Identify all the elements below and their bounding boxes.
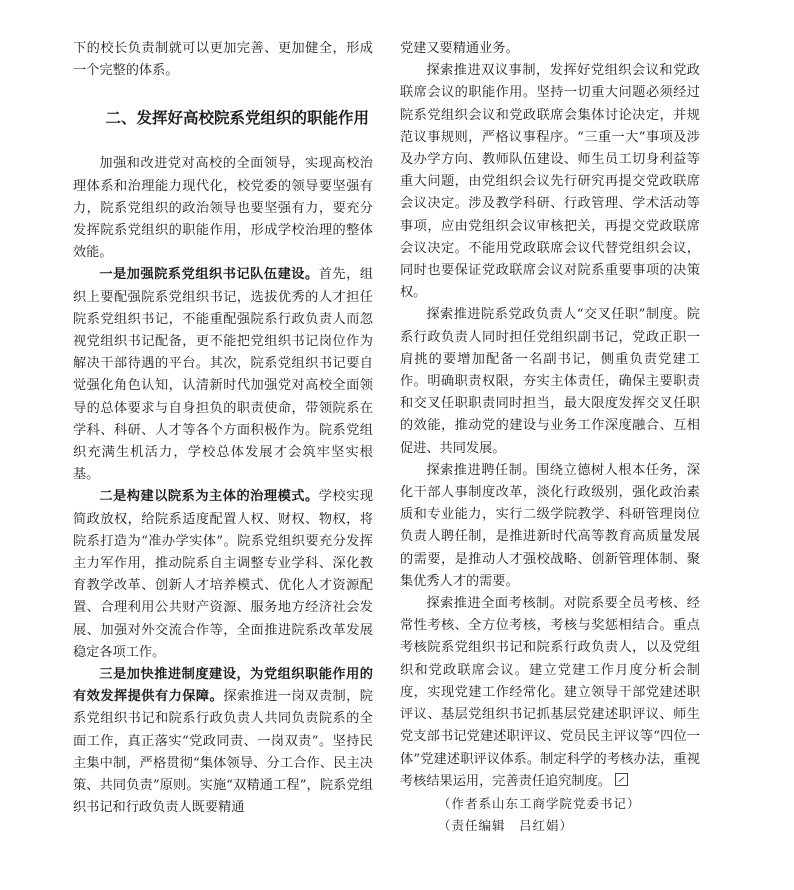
- point2-paragraph: [73, 486, 373, 664]
- author-note: （作者系山东工商学院党委书记）: [438, 795, 641, 811]
- dual-deliberation-paragraph: 探索推进双议事制，发挥好党组织会议和党政联席会议的职能作用。坚持一切重大问题必须经过院系党组织会议和党政联席会集体讨论决定，并规范议事规则，严格议事程序。“三重一大”事项及涉及办学方向、教师队伍建设、师生员工切身利益等重大问题，由党组织会议先行研究再提交党政联席会议决定。涉及教学科研、行政管理、学术活动等事项，应由党组织会议审核把关，再提交党政联席会议决定。不能用党政联席会议代替党组织会议，同时也要保证党政联席会议对院系重要事项的决策权。: [400, 63, 700, 301]
- carry-over-text-right: 党建又要精通业务。: [400, 41, 519, 56]
- point1-paragraph: [73, 264, 373, 486]
- appointment-system-paragraph: 探索推进聘任制。围绕立德树人根本任务，深化干部人事制度改革，淡化行政级别，强化政治素质和专业能力，实行二级学院教学、科研管理岗位负责人聘任制，是推进新时代高等教育高质量发展的需要，是推动人才强校战略、创新管理体制、聚集优秀人才的需要。: [400, 462, 700, 589]
- point1-lead: 一是加强院系党组织书记队伍建设。: [99, 267, 319, 283]
- article-end-icon: [615, 773, 628, 786]
- section-heading: 二、发挥好高校院系党组织的职能作用: [105, 109, 370, 128]
- point3-paragraph: [73, 664, 373, 819]
- point3-lead: 三是加快推进制度建设，为党组织职能作用的有效发挥提供有力保障。: [73, 667, 373, 705]
- left-column: [73, 0, 373, 820]
- right-column: [400, 0, 700, 837]
- intro-paragraph: 加强和改进党对高校的全面领导，实现高校治理体系和治理能力现代化，校党委的领导要坚强有力，院系党组织的政治领导也要坚强有力，要充分发挥院系党组织的职能作用，形成学校治理的整体效能。: [73, 156, 373, 261]
- point1-body: 首先，组织上要配强院系党组织书记，选拔优秀的人才担任院系党组织书记，不能重配强院系行政负责人而忽视党组织书记配备，更不能把党组织书记岗位作为解决干部待遇的平台。其次，院系党组织书记要自觉强化角色认知，认清新时代加强党对高校全面领导的总体要求与自身担负的职责使命，带领院系在学科、科研、人才等各个方面积极作为。院系党组织充满生机活力，学校总体发展才会筑牢坚实根基。: [73, 267, 374, 483]
- editor-note: （责任编辑 吕红娟）: [438, 817, 574, 833]
- point2-body: 学校实现简政放权，给院系适度配置人权、财权、物权，将院系打造为“准办学实体”。院系党组织要充分发挥主力军作用，推动院系自主调整专业学科、深化教育教学改革、创新人才培养模式、优化人才资源配置、合理利用公共财产资源、服务地方经济社会发展、加强对外交流合作等，全面推进院系改革发展稳定各项工作。: [73, 489, 374, 660]
- cross-appointment-paragraph: 探索推进院系党政负责人“交叉任职”制度。院系行政负责人同时担任党组织副书记，党政正职一肩挑的要增加配备一名副书记，侧重负责党建工作。明确职责权限，夯实主体责任，确保主要职责和交叉任职职责同时担当，最大限度发挥交叉任职的效能，推动党的建设与业务工作深度融合、互相促进、共同发展。: [400, 307, 700, 456]
- point2-lead: 二是构建以院系为主体的治理模式。: [99, 489, 319, 505]
- assessment-paragraph: 探索推进全面考核制。对院系要全员考核、经常性考核、全方位考核，考核与奖惩相结合。重点考核院系党组织书记和院系行政负责人，以及党组织和党政联席会议。建立党建工作月度分析会制度，实现党建工作经常化。建立领导干部党建述职评议、基层党组织书记抓基层党建述职评议、师生党支部书记党建述职评议、党员民主评议等“四位一体”党建述职评议体系。制定科学的考核办法，重视考核结果运用，完善责任追究制度。: [400, 596, 700, 789]
- carry-over-text: 下的校长负责制就可以更加完善、更加健全，形成一个完整的体系。: [73, 41, 373, 79]
- point3-body: 探索推进一岗双责制，院系党组织书记和院系行政负责人共同负责院系的全面工作，真正落实“党政同责、一岗双责”。坚持民主集中制，严格贯彻“集体领导、分工合作、民主决策、共同负责”原则。实施“双精通工程”，院系党组织书记和行政负责人既要精通: [73, 689, 373, 816]
